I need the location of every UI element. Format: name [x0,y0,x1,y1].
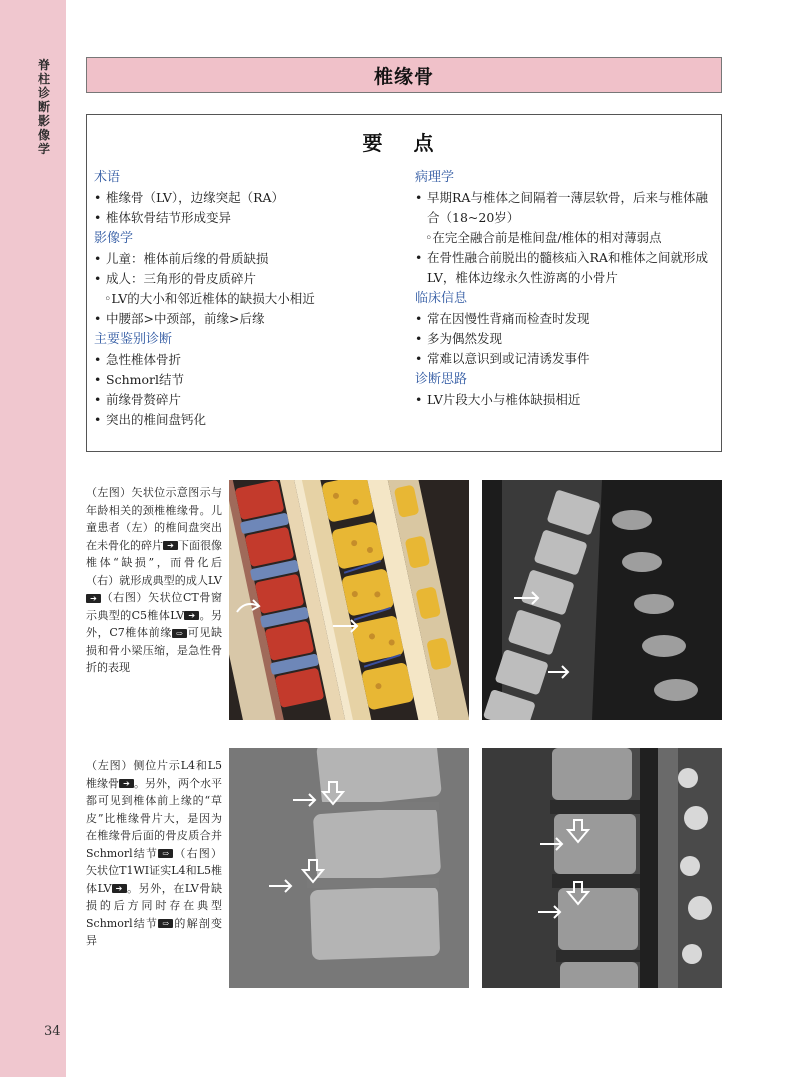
key-point-item [94,410,399,430]
key-point-item [415,329,720,349]
bullet: • [94,210,102,225]
arrow-marker: ➔ [119,779,134,788]
bullet: • [94,311,102,326]
key-point-subitem [415,228,720,248]
sub-bullet: ◦ [104,291,112,306]
key-points-heading: 要 点 [362,131,446,155]
key-point-text: 急性椎体骨折 [106,352,182,367]
sidebar-strip [0,0,66,1077]
arrow-marker: ➔ [112,884,127,893]
key-point-text: 椎体软骨结节形成变异 [106,210,232,225]
mri-sagittal-t1wi [482,748,722,988]
key-point-text: 早期RA与椎体之间隔着一薄层软骨，后来与椎体融合（18~20岁） [427,190,708,225]
key-points-left-column [94,167,399,430]
caption-text: 可见缺损和骨小梁压缩，是急性骨折的表现 [86,626,223,674]
section-title: 脊柱诊断影像学 [38,58,51,156]
section-heading: 术语 [94,170,121,185]
xray-lateral-lumbar [229,748,469,988]
key-point-item [94,269,399,289]
section-heading: 诊断思路 [415,372,468,387]
ct-sagittal-cervical-spine [482,480,722,720]
section-heading: 主要鉴别诊断 [94,332,173,347]
key-point-text: 突出的椎间盘钙化 [106,412,207,427]
bullet: • [94,271,102,286]
key-point-text: 成人：三角形的骨皮质碎片 [106,271,257,286]
figure-caption-2 [86,757,222,950]
key-point-item [94,370,399,390]
key-point-text: 常在因慢性背痛而检查时发现 [427,311,590,326]
arrow-marker: ➔ [184,611,199,620]
key-point-text: 前缘骨赘碎片 [106,392,182,407]
caption-text: 下面很像椎体“缺损”，而骨化后（右）就形成典型的成人LV [86,538,222,587]
arrow-marker: ➔ [163,541,178,550]
bullet: • [415,331,423,346]
key-point-subitem [94,289,399,309]
caption-text: 。另外，在LV骨缺损的后方同时存在典型Schmorl结节 [86,881,222,930]
key-point-item [415,309,720,329]
key-point-item [415,390,720,410]
bullet: • [94,190,102,205]
key-point-text: Schmorl结节 [106,372,184,387]
key-point-text: 椎缘骨（LV），边缘突起（RA） [106,190,285,205]
key-point-item [94,350,399,370]
caption-text: 。另外，C7椎体前缘 [86,608,223,639]
key-point-subtext: LV的大小和邻近椎体的缺损大小相近 [111,291,315,306]
key-points-right-column [415,167,720,410]
caption-text: 的解剖变异 [86,916,222,947]
key-point-subtext: 在完全融合前是椎间盘/椎体的相对薄弱点 [432,230,662,245]
key-point-text: 常难以意识到或记清诱发事件 [427,351,590,366]
key-point-item [415,248,720,288]
section-heading: 影像学 [94,231,134,246]
title-bar [86,57,722,93]
caption-text: 。另外，两个水平都可见到椎体前上缘的“草皮”比椎缘骨片大，是因为在椎缘骨后面的骨皮质合并Schmorl结节 [86,776,222,860]
key-point-item [94,249,399,269]
bullet: • [415,311,423,326]
key-point-text: 儿童：椎体前后缘的骨质缺损 [106,251,269,266]
key-point-item [415,349,720,369]
key-point-item [94,188,399,208]
bullet: • [94,251,102,266]
bullet: • [94,392,102,407]
caption-text: （右图）矢状位CT骨窗示典型的C5椎体LV [86,591,222,622]
caption-text: （左图）矢状位示意图示与年龄相关的颈椎椎缘骨。儿童患者（左）的椎间盘突出在未骨化的碎片 [86,486,222,552]
bullet: • [415,351,423,366]
bullet: • [415,250,423,265]
figure-caption-1 [86,484,222,677]
key-point-item [415,188,720,228]
open-arrow-marker: ⇨ [158,919,173,928]
open-arrow-marker: ⇨ [172,629,187,638]
key-points-box [86,114,722,452]
bullet: • [94,352,102,367]
arrow-marker: ➔ [86,594,101,603]
caption-text: （左图）侧位片示L4和L5椎缘骨 [86,759,222,790]
bullet: • [415,392,423,407]
key-point-item [94,309,399,329]
key-point-item [94,390,399,410]
bullet: • [94,372,102,387]
sub-bullet: ◦ [425,230,433,245]
caption-text: （右图）矢状位T1WI证实L4和L5椎体LV [86,846,222,895]
page-number: 34 [44,1024,61,1039]
section-heading: 临床信息 [415,291,468,306]
section-heading: 病理学 [415,170,455,185]
key-point-text: LV片段大小与椎体缺损相近 [427,392,581,407]
bullet: • [415,190,423,205]
key-point-text: 在骨性融合前脱出的髓核疝入RA和椎体之间就形成LV，椎体边缘永久性游离的小骨片 [427,250,708,285]
key-point-item [94,208,399,228]
illustration-sagittal-spine [229,480,469,720]
key-point-text: 多为偶然发现 [427,331,503,346]
open-arrow-marker: ⇨ [158,849,173,858]
key-point-text: 中腰部>中颈部，前缘>后缘 [106,311,265,326]
bullet: • [94,412,102,427]
page-title: 椎缘骨 [373,65,434,88]
